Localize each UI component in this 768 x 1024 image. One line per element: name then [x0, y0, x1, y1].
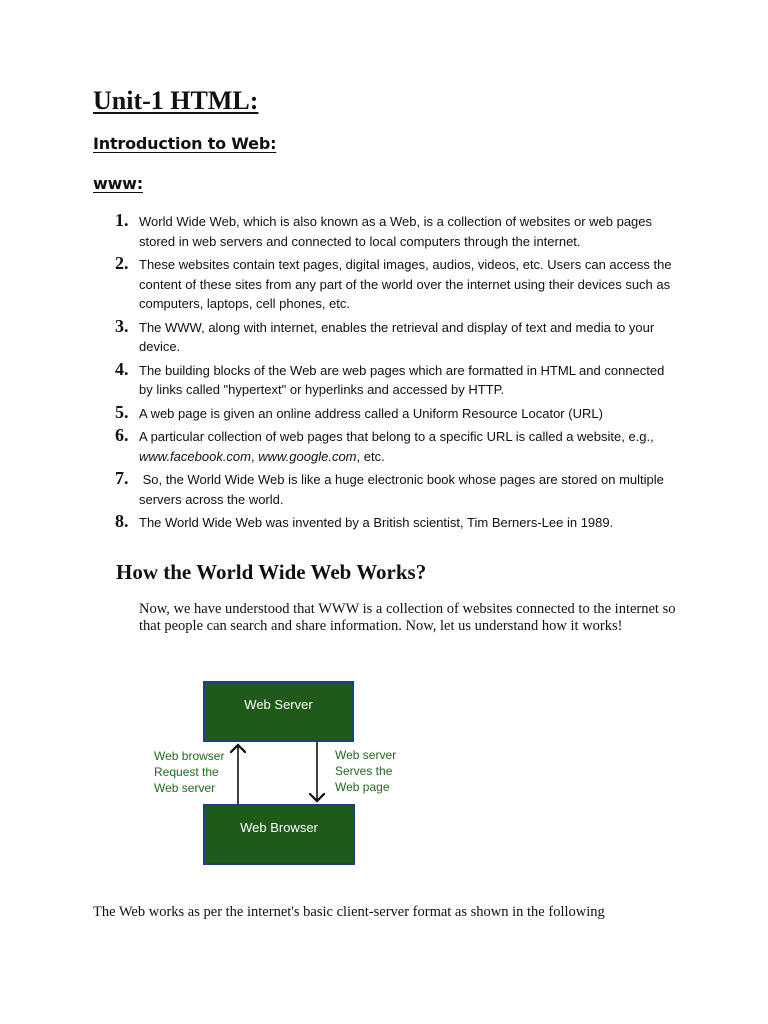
item-text: These websites contain text pages, digital images, audios, videos, etc. Users can access the content of these sites from any part of the world over the internet using their devices such as computers, laptops, cell phones, etc.	[139, 257, 672, 311]
item-number: 1.	[115, 210, 129, 230]
item-number: 2.	[115, 253, 129, 273]
item-number: 4.	[115, 358, 129, 379]
list-item: 6. A particular collection of web pages that belong to a specific URL is called a website, e.g., www.facebook.com, www.google.com, etc.	[115, 425, 654, 464]
item-text: So, the World Wide Web is like a huge electronic book whose pages are stored on multiple servers across the world.	[139, 472, 668, 507]
intro-paragraph: Now, we have understood that WWW is a collection of websites connected to the internet so that people can search and share information. Now, let us understand how it works!	[139, 601, 676, 634]
item-number: 7.	[115, 468, 129, 488]
how-web-works-heading: How the World Wide Web Works?	[116, 560, 427, 584]
list-item	[115, 401, 675, 424]
google-link[interactable]: www.google.com	[258, 448, 357, 464]
footer-paragraph: The Web works as per the internet's basic client-server format as shown in the following	[93, 904, 605, 920]
web-server-box	[203, 681, 354, 742]
list-item	[115, 255, 675, 314]
item-number: 8.	[115, 511, 129, 531]
item-text: The building blocks of the Web are web pages which are formatted in HTML and connected by links called "hypertext" or hyperlinks and accessed by HTTP.	[139, 362, 665, 397]
item-number: 3.	[115, 315, 129, 336]
list-item	[115, 513, 675, 533]
section-subtitle: Introduction to Web:	[93, 134, 277, 153]
item-text: A web page is given an online address called a Uniform Resource Locator (URL)	[139, 405, 603, 421]
response-label: Web server Serves the Web page	[335, 748, 397, 794]
web-browser-box	[203, 804, 355, 865]
facebook-link[interactable]: www.facebook.com	[139, 448, 251, 464]
www-heading: www:	[93, 174, 143, 193]
web-server-label: Web Server	[244, 697, 313, 712]
web-browser-label: Web Browser	[240, 820, 318, 835]
item-number: 6.	[115, 425, 129, 445]
page-title: Unit-1 HTML:	[93, 86, 259, 115]
www-points-list	[115, 212, 675, 537]
item-text: The World Wide Web was invented by a British scientist, Tim Berners-Lee in 1989.	[139, 515, 614, 530]
item-text: World Wide Web, which is also known as a Web, is a collection of websites or web pages stored in web servers and connected to local computers through the internet.	[139, 214, 653, 249]
list-item	[115, 212, 675, 251]
item-number: 5.	[115, 401, 129, 422]
item-text: The WWW, along with internet, enables the retrieval and display of text and media to your device.	[139, 319, 655, 354]
list-item	[115, 315, 675, 357]
item-text: A particular collection of web pages that belong to a specific URL is called a website, e.g.,	[139, 429, 654, 444]
list-item	[115, 470, 675, 509]
request-label: Web browser Request the Web server	[154, 749, 225, 795]
list-item	[115, 358, 675, 400]
